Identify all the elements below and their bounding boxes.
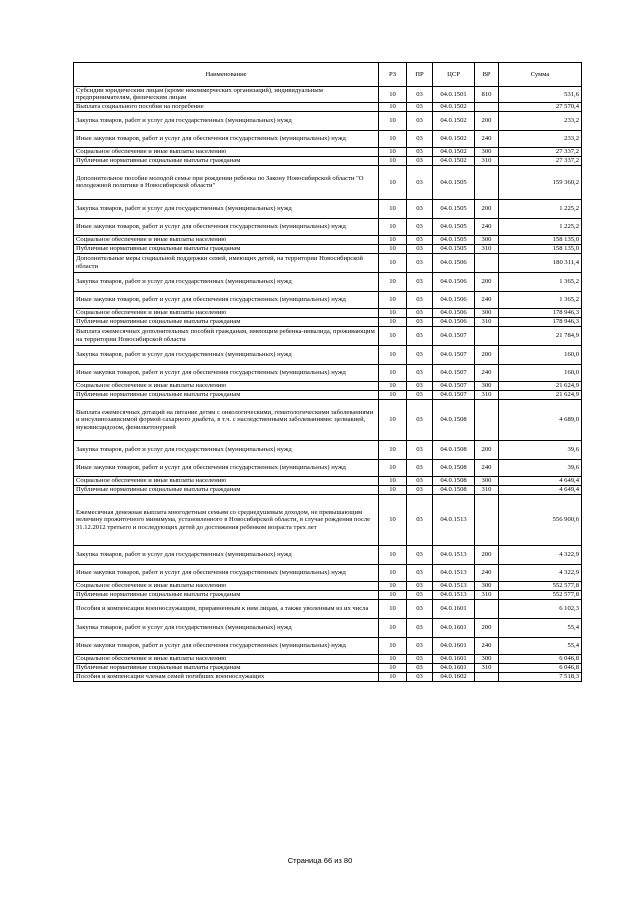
cell-s: 6 046,8 bbox=[499, 663, 582, 672]
cell-s: 4 649,4 bbox=[499, 485, 582, 494]
cell-n: Социальное обеспечение и иные выплаты населению bbox=[74, 654, 379, 663]
table-row bbox=[74, 235, 582, 244]
cell-rz: 10 bbox=[379, 165, 407, 199]
cell-n: Закупка товаров, работ и услуг для государственных (муниципальных) нужд bbox=[74, 440, 379, 459]
cell-rz: 10 bbox=[379, 308, 407, 317]
cell-s: 4 322,9 bbox=[499, 564, 582, 581]
cell-rz: 10 bbox=[379, 663, 407, 672]
cell-pr: 03 bbox=[407, 590, 433, 599]
cell-vr: 200 bbox=[475, 545, 499, 564]
cell-rz: 10 bbox=[379, 494, 407, 545]
cell-s: 1 225,2 bbox=[499, 218, 582, 235]
cell-csr: 04.0.1505 bbox=[433, 165, 475, 199]
cell-s: 233,2 bbox=[499, 130, 582, 147]
table-row bbox=[74, 599, 582, 618]
cell-s: 27 337,2 bbox=[499, 147, 582, 156]
cell-csr: 04.0.1506 bbox=[433, 291, 475, 308]
cell-rz: 10 bbox=[379, 253, 407, 272]
cell-rz: 10 bbox=[379, 485, 407, 494]
cell-vr: 300 bbox=[475, 476, 499, 485]
cell-n: Публичные нормативные социальные выплаты гражданам bbox=[74, 590, 379, 599]
table-header-row bbox=[74, 63, 582, 87]
cell-rz: 10 bbox=[379, 218, 407, 235]
cell-n: Публичные нормативные социальные выплаты гражданам bbox=[74, 485, 379, 494]
cell-n: Ежемесячная денежная выплата многодетным семьям со среднедушевым доходом, не превышающим величину прожиточного минимума, установленного в Новосибирской области, в случае рождения после 31.12.2012 третьего и последующих детей до достижения ребенком возраста трех лет bbox=[74, 494, 379, 545]
cell-s: 21 624,9 bbox=[499, 390, 582, 399]
cell-n: Социальное обеспечение и иные выплаты населению bbox=[74, 581, 379, 590]
cell-rz: 10 bbox=[379, 87, 407, 103]
cell-n: Закупка товаров, работ и услуг для государственных (муниципальных) нужд bbox=[74, 345, 379, 364]
cell-n: Выплата социального пособия на погребение bbox=[74, 102, 379, 111]
table-row bbox=[74, 494, 582, 545]
cell-vr bbox=[475, 672, 499, 681]
cell-pr: 03 bbox=[407, 663, 433, 672]
cell-rz: 10 bbox=[379, 599, 407, 618]
table-body bbox=[74, 87, 582, 682]
cell-s: 531,6 bbox=[499, 87, 582, 103]
cell-vr: 310 bbox=[475, 390, 499, 399]
cell-n: Дополнительные меры социальной поддержки семей, имеющих детей, на территории Новосибирской области bbox=[74, 253, 379, 272]
cell-rz: 10 bbox=[379, 364, 407, 381]
cell-rz: 10 bbox=[379, 156, 407, 165]
cell-s: 6 102,3 bbox=[499, 599, 582, 618]
cell-vr: 310 bbox=[475, 663, 499, 672]
cell-vr: 240 bbox=[475, 218, 499, 235]
cell-n: Иные закупки товаров, работ и услуг для обеспечения государственных (муниципальных) нужд bbox=[74, 364, 379, 381]
table-row bbox=[74, 272, 582, 291]
cell-csr: 04.0.1506 bbox=[433, 317, 475, 326]
cell-rz: 10 bbox=[379, 147, 407, 156]
cell-n: Публичные нормативные социальные выплаты гражданам bbox=[74, 244, 379, 253]
cell-csr: 04.0.1502 bbox=[433, 147, 475, 156]
cell-rz: 10 bbox=[379, 459, 407, 476]
cell-csr: 04.0.1601 bbox=[433, 663, 475, 672]
cell-n: Закупка товаров, работ и услуг для государственных (муниципальных) нужд bbox=[74, 545, 379, 564]
table-row bbox=[74, 308, 582, 317]
cell-pr: 03 bbox=[407, 581, 433, 590]
cell-csr: 04.0.1601 bbox=[433, 599, 475, 618]
cell-csr: 04.0.1505 bbox=[433, 244, 475, 253]
cell-pr: 03 bbox=[407, 672, 433, 681]
cell-s: 4 322,9 bbox=[499, 545, 582, 564]
cell-pr: 03 bbox=[407, 485, 433, 494]
cell-rz: 10 bbox=[379, 390, 407, 399]
cell-csr: 04.0.1502 bbox=[433, 111, 475, 130]
cell-pr: 03 bbox=[407, 637, 433, 654]
cell-pr: 03 bbox=[407, 381, 433, 390]
table-row bbox=[74, 199, 582, 218]
cell-pr: 03 bbox=[407, 87, 433, 103]
header-sum: Сумма bbox=[499, 63, 582, 87]
cell-s: 1 225,2 bbox=[499, 199, 582, 218]
cell-csr: 04.0.1502 bbox=[433, 130, 475, 147]
cell-n: Выплата ежемесячных дополнительных пособий гражданам, имеющим ребенка-инвалида, проживающим на территории Новосибирской области bbox=[74, 326, 379, 345]
cell-csr: 04.0.1513 bbox=[433, 564, 475, 581]
cell-s: 1 365,2 bbox=[499, 272, 582, 291]
cell-s: 158 135,0 bbox=[499, 235, 582, 244]
cell-rz: 10 bbox=[379, 590, 407, 599]
cell-csr: 04.0.1601 bbox=[433, 654, 475, 663]
cell-s: 21 784,9 bbox=[499, 326, 582, 345]
cell-s: 27 570,4 bbox=[499, 102, 582, 111]
cell-rz: 10 bbox=[379, 637, 407, 654]
cell-rz: 10 bbox=[379, 199, 407, 218]
table-row bbox=[74, 545, 582, 564]
table-row bbox=[74, 654, 582, 663]
cell-pr: 03 bbox=[407, 326, 433, 345]
cell-vr: 200 bbox=[475, 111, 499, 130]
cell-vr: 200 bbox=[475, 272, 499, 291]
cell-vr: 240 bbox=[475, 637, 499, 654]
cell-pr: 03 bbox=[407, 618, 433, 637]
table-row bbox=[74, 381, 582, 390]
header-pr: ПР bbox=[407, 63, 433, 87]
table-row bbox=[74, 672, 582, 681]
table-row bbox=[74, 364, 582, 381]
cell-n: Иные закупки товаров, работ и услуг для обеспечения государственных (муниципальных) нужд bbox=[74, 459, 379, 476]
cell-n: Закупка товаров, работ и услуг для государственных (муниципальных) нужд bbox=[74, 111, 379, 130]
cell-vr: 240 bbox=[475, 364, 499, 381]
cell-pr: 03 bbox=[407, 317, 433, 326]
cell-pr: 03 bbox=[407, 244, 433, 253]
cell-vr bbox=[475, 326, 499, 345]
cell-rz: 10 bbox=[379, 564, 407, 581]
cell-n: Социальное обеспечение и иные выплаты населению bbox=[74, 381, 379, 390]
header-csr: ЦСР bbox=[433, 63, 475, 87]
header-rz: РЗ bbox=[379, 63, 407, 87]
cell-rz: 10 bbox=[379, 672, 407, 681]
cell-vr bbox=[475, 253, 499, 272]
cell-s: 4 689,0 bbox=[499, 399, 582, 440]
cell-vr bbox=[475, 399, 499, 440]
table-row bbox=[74, 459, 582, 476]
cell-s: 159 360,2 bbox=[499, 165, 582, 199]
table-row bbox=[74, 564, 582, 581]
cell-n: Иные закупки товаров, работ и услуг для обеспечения государственных (муниципальных) нужд bbox=[74, 637, 379, 654]
cell-s: 55,4 bbox=[499, 618, 582, 637]
cell-s: 160,0 bbox=[499, 345, 582, 364]
cell-vr: 310 bbox=[475, 244, 499, 253]
cell-s: 233,2 bbox=[499, 111, 582, 130]
cell-n: Социальное обеспечение и иные выплаты населению bbox=[74, 308, 379, 317]
cell-csr: 04.0.1505 bbox=[433, 199, 475, 218]
cell-n: Публичные нормативные социальные выплаты гражданам bbox=[74, 317, 379, 326]
cell-rz: 10 bbox=[379, 476, 407, 485]
cell-rz: 10 bbox=[379, 291, 407, 308]
table-row bbox=[74, 87, 582, 103]
cell-rz: 10 bbox=[379, 399, 407, 440]
cell-vr: 310 bbox=[475, 485, 499, 494]
cell-rz: 10 bbox=[379, 545, 407, 564]
cell-csr: 04.0.1602 bbox=[433, 672, 475, 681]
header-name: Наименование bbox=[74, 63, 379, 87]
cell-vr: 810 bbox=[475, 87, 499, 103]
cell-csr: 04.0.1507 bbox=[433, 390, 475, 399]
cell-vr: 240 bbox=[475, 459, 499, 476]
cell-csr: 04.0.1513 bbox=[433, 494, 475, 545]
cell-csr: 04.0.1601 bbox=[433, 618, 475, 637]
cell-rz: 10 bbox=[379, 102, 407, 111]
cell-n: Закупка товаров, работ и услуг для государственных (муниципальных) нужд bbox=[74, 199, 379, 218]
cell-vr bbox=[475, 165, 499, 199]
table-row bbox=[74, 165, 582, 199]
cell-csr: 04.0.1508 bbox=[433, 476, 475, 485]
budget-table bbox=[73, 62, 582, 682]
cell-rz: 10 bbox=[379, 244, 407, 253]
cell-vr: 300 bbox=[475, 235, 499, 244]
cell-n: Иные закупки товаров, работ и услуг для обеспечения государственных (муниципальных) нужд bbox=[74, 564, 379, 581]
cell-rz: 10 bbox=[379, 235, 407, 244]
cell-rz: 10 bbox=[379, 111, 407, 130]
cell-pr: 03 bbox=[407, 218, 433, 235]
cell-n: Иные закупки товаров, работ и услуг для обеспечения государственных (муниципальных) нужд bbox=[74, 291, 379, 308]
cell-n: Социальное обеспечение и иные выплаты населению bbox=[74, 476, 379, 485]
cell-pr: 03 bbox=[407, 440, 433, 459]
table-row bbox=[74, 485, 582, 494]
cell-vr bbox=[475, 494, 499, 545]
cell-pr: 03 bbox=[407, 564, 433, 581]
cell-pr: 03 bbox=[407, 102, 433, 111]
cell-vr bbox=[475, 102, 499, 111]
cell-rz: 10 bbox=[379, 130, 407, 147]
table-row bbox=[74, 130, 582, 147]
header-vr: ВР bbox=[475, 63, 499, 87]
cell-n: Публичные нормативные социальные выплаты гражданам bbox=[74, 156, 379, 165]
cell-pr: 03 bbox=[407, 272, 433, 291]
cell-n: Закупка товаров, работ и услуг для государственных (муниципальных) нужд bbox=[74, 272, 379, 291]
cell-rz: 10 bbox=[379, 581, 407, 590]
cell-s: 39,6 bbox=[499, 459, 582, 476]
cell-pr: 03 bbox=[407, 165, 433, 199]
cell-vr bbox=[475, 599, 499, 618]
table-row bbox=[74, 111, 582, 130]
cell-n: Пособия и компенсации членам семей погибших военнослужащих bbox=[74, 672, 379, 681]
cell-n: Социальное обеспечение и иные выплаты населению bbox=[74, 147, 379, 156]
cell-pr: 03 bbox=[407, 399, 433, 440]
cell-csr: 04.0.1513 bbox=[433, 581, 475, 590]
cell-pr: 03 bbox=[407, 459, 433, 476]
cell-pr: 03 bbox=[407, 599, 433, 618]
cell-s: 21 624,9 bbox=[499, 381, 582, 390]
cell-n: Иные закупки товаров, работ и услуг для обеспечения государственных (муниципальных) нужд bbox=[74, 130, 379, 147]
cell-rz: 10 bbox=[379, 440, 407, 459]
cell-vr: 200 bbox=[475, 345, 499, 364]
cell-s: 1 365,2 bbox=[499, 291, 582, 308]
cell-pr: 03 bbox=[407, 156, 433, 165]
cell-vr: 240 bbox=[475, 564, 499, 581]
cell-csr: 04.0.1501 bbox=[433, 87, 475, 103]
table-row bbox=[74, 440, 582, 459]
cell-n: Публичные нормативные социальные выплаты гражданам bbox=[74, 663, 379, 672]
cell-vr: 310 bbox=[475, 156, 499, 165]
cell-s: 39,6 bbox=[499, 440, 582, 459]
cell-vr: 200 bbox=[475, 199, 499, 218]
cell-csr: 04.0.1507 bbox=[433, 381, 475, 390]
cell-vr: 240 bbox=[475, 130, 499, 147]
table-row bbox=[74, 399, 582, 440]
table-row bbox=[74, 291, 582, 308]
cell-pr: 03 bbox=[407, 494, 433, 545]
page-footer: Страница 66 из 80 bbox=[287, 856, 353, 865]
cell-rz: 10 bbox=[379, 654, 407, 663]
cell-n: Субсидии юридическим лицам (кроме некоммерческих организаций), индивидуальным предпринимателям, физическим лицам bbox=[74, 87, 379, 103]
table-row bbox=[74, 581, 582, 590]
table-row bbox=[74, 253, 582, 272]
cell-n: Социальное обеспечение и иные выплаты населению bbox=[74, 235, 379, 244]
cell-s: 27 337,2 bbox=[499, 156, 582, 165]
cell-csr: 04.0.1508 bbox=[433, 399, 475, 440]
table-row bbox=[74, 102, 582, 111]
cell-pr: 03 bbox=[407, 308, 433, 317]
cell-pr: 03 bbox=[407, 199, 433, 218]
cell-pr: 03 bbox=[407, 235, 433, 244]
table-row bbox=[74, 637, 582, 654]
cell-n: Закупка товаров, работ и услуг для государственных (муниципальных) нужд bbox=[74, 618, 379, 637]
cell-csr: 04.0.1506 bbox=[433, 253, 475, 272]
cell-s: 552 577,8 bbox=[499, 581, 582, 590]
cell-rz: 10 bbox=[379, 618, 407, 637]
cell-n: Публичные нормативные социальные выплаты гражданам bbox=[74, 390, 379, 399]
cell-csr: 04.0.1502 bbox=[433, 102, 475, 111]
cell-pr: 03 bbox=[407, 253, 433, 272]
cell-vr: 200 bbox=[475, 618, 499, 637]
table-row bbox=[74, 476, 582, 485]
cell-pr: 03 bbox=[407, 390, 433, 399]
cell-csr: 04.0.1506 bbox=[433, 272, 475, 291]
cell-s: 7 518,3 bbox=[499, 672, 582, 681]
cell-csr: 04.0.1507 bbox=[433, 364, 475, 381]
cell-s: 178 946,3 bbox=[499, 308, 582, 317]
cell-s: 552 577,8 bbox=[499, 590, 582, 599]
cell-vr: 300 bbox=[475, 654, 499, 663]
cell-csr: 04.0.1507 bbox=[433, 326, 475, 345]
table-row bbox=[74, 663, 582, 672]
cell-rz: 10 bbox=[379, 345, 407, 364]
cell-s: 180 311,4 bbox=[499, 253, 582, 272]
cell-csr: 04.0.1508 bbox=[433, 440, 475, 459]
cell-vr: 200 bbox=[475, 440, 499, 459]
table-row bbox=[74, 390, 582, 399]
cell-pr: 03 bbox=[407, 476, 433, 485]
cell-pr: 03 bbox=[407, 130, 433, 147]
table-row bbox=[74, 326, 582, 345]
cell-pr: 03 bbox=[407, 545, 433, 564]
cell-s: 160,0 bbox=[499, 364, 582, 381]
table-row bbox=[74, 618, 582, 637]
cell-pr: 03 bbox=[407, 291, 433, 308]
cell-n: Дополнительное пособие молодой семье при рождении ребенка по Закону Новосибирской области "О молодежной политике в Новосибирской области" bbox=[74, 165, 379, 199]
cell-csr: 04.0.1505 bbox=[433, 218, 475, 235]
cell-rz: 10 bbox=[379, 326, 407, 345]
cell-pr: 03 bbox=[407, 345, 433, 364]
cell-vr: 300 bbox=[475, 581, 499, 590]
table-row bbox=[74, 590, 582, 599]
cell-pr: 03 bbox=[407, 147, 433, 156]
cell-s: 6 046,8 bbox=[499, 654, 582, 663]
cell-n: Иные закупки товаров, работ и услуг для обеспечения государственных (муниципальных) нужд bbox=[74, 218, 379, 235]
cell-n: Выплата ежемесячных дотаций на питание детям с онкологическими, гематологическими заболеваниями и инсулинозависимой формой сахарного диабета, в т.ч. с наследственными заболеваниями: целиакией, муковисцидозом, фенилкетонурией bbox=[74, 399, 379, 440]
cell-csr: 04.0.1506 bbox=[433, 308, 475, 317]
cell-s: 178 946,3 bbox=[499, 317, 582, 326]
cell-pr: 03 bbox=[407, 654, 433, 663]
cell-rz: 10 bbox=[379, 272, 407, 291]
cell-vr: 240 bbox=[475, 291, 499, 308]
budget-table-container bbox=[73, 62, 581, 682]
cell-csr: 04.0.1513 bbox=[433, 590, 475, 599]
cell-vr: 310 bbox=[475, 590, 499, 599]
cell-s: 4 649,4 bbox=[499, 476, 582, 485]
table-row bbox=[74, 147, 582, 156]
cell-csr: 04.0.1507 bbox=[433, 345, 475, 364]
cell-rz: 10 bbox=[379, 317, 407, 326]
table-row bbox=[74, 218, 582, 235]
cell-csr: 04.0.1502 bbox=[433, 156, 475, 165]
cell-s: 158 135,0 bbox=[499, 244, 582, 253]
cell-vr: 300 bbox=[475, 147, 499, 156]
cell-s: 55,4 bbox=[499, 637, 582, 654]
cell-n: Пособия и компенсации военнослужащим, приравненным к ним лицам, а также уволенным из их числа bbox=[74, 599, 379, 618]
cell-csr: 04.0.1508 bbox=[433, 485, 475, 494]
cell-pr: 03 bbox=[407, 364, 433, 381]
table-row bbox=[74, 345, 582, 364]
table-row bbox=[74, 317, 582, 326]
cell-pr: 03 bbox=[407, 111, 433, 130]
table-row bbox=[74, 244, 582, 253]
cell-vr: 300 bbox=[475, 308, 499, 317]
cell-csr: 04.0.1513 bbox=[433, 545, 475, 564]
cell-csr: 04.0.1508 bbox=[433, 459, 475, 476]
cell-csr: 04.0.1601 bbox=[433, 637, 475, 654]
cell-s: 556 900,6 bbox=[499, 494, 582, 545]
cell-vr: 310 bbox=[475, 317, 499, 326]
cell-rz: 10 bbox=[379, 381, 407, 390]
cell-vr: 300 bbox=[475, 381, 499, 390]
table-row bbox=[74, 156, 582, 165]
cell-csr: 04.0.1505 bbox=[433, 235, 475, 244]
